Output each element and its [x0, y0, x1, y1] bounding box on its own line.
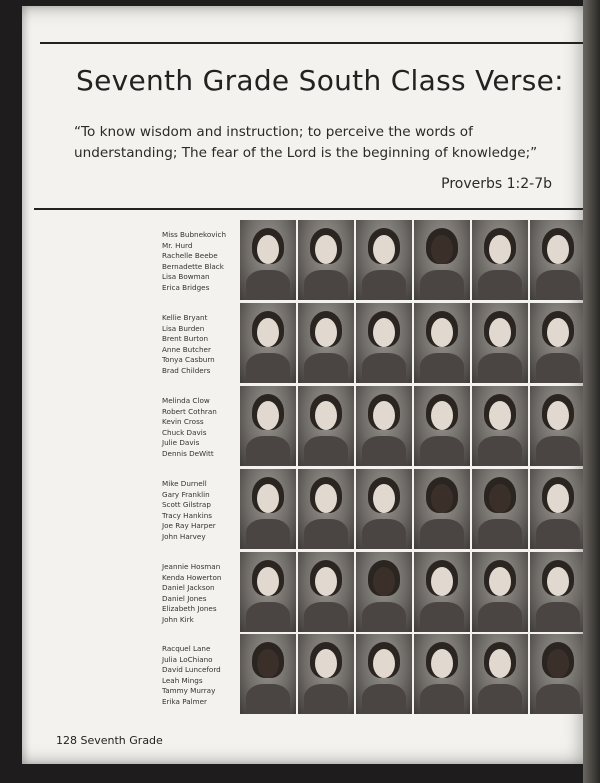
portrait-photo — [356, 386, 412, 466]
portrait-photo — [530, 386, 586, 466]
student-name: Rachelle Beebe — [162, 251, 218, 261]
portrait-photo — [298, 469, 354, 549]
portrait-photo — [240, 552, 296, 632]
student-name: Miss Bubnekovich — [162, 230, 227, 239]
name-list — [162, 644, 240, 708]
portrait-photo — [530, 220, 586, 300]
portrait-photo — [356, 634, 412, 714]
page-footer: 128 Seventh Grade — [56, 734, 163, 747]
yearbook-page — [22, 6, 592, 764]
photo-row — [240, 469, 586, 549]
name-list — [162, 230, 240, 294]
student-name: Joe Ray Harper — [162, 521, 216, 531]
student-name: Daniel Jones — [162, 593, 207, 603]
portrait-photo — [472, 386, 528, 466]
photo-row — [240, 552, 586, 632]
portrait-photo — [530, 634, 586, 714]
portrait-photo — [530, 469, 586, 549]
portrait-photo — [298, 634, 354, 714]
student-name: Lisa Burden — [162, 323, 205, 333]
student-name: Kevin Cross — [162, 417, 204, 427]
middle-rule — [34, 208, 592, 210]
top-rule — [40, 42, 592, 44]
student-name: Julie Davis — [162, 438, 200, 448]
student-name: Erika Palmer — [162, 696, 208, 706]
student-name: Tammy Murray — [162, 686, 216, 696]
student-name: Leah Mings — [162, 675, 203, 685]
portrait-photo — [240, 220, 296, 300]
portrait-photo — [414, 386, 470, 466]
photo-group — [162, 552, 582, 632]
student-name: Chuck Davis — [162, 427, 207, 437]
photo-row — [240, 220, 586, 300]
student-name: Scott Gilstrap — [162, 500, 211, 510]
student-name: Bernadette Black — [162, 261, 224, 271]
student-name: Erica Bridges — [162, 282, 210, 292]
student-name: Daniel Jackson — [162, 583, 215, 593]
student-name: Melinda Clow — [162, 396, 210, 405]
portrait-photo — [472, 469, 528, 549]
portrait-photo — [240, 634, 296, 714]
photo-group — [162, 386, 582, 466]
student-name: Gary Franklin — [162, 489, 210, 499]
student-name: Julia LoChiano — [162, 654, 213, 664]
portrait-photo — [356, 469, 412, 549]
portrait-photo — [414, 303, 470, 383]
student-name: Kenda Howerton — [162, 572, 222, 582]
portrait-photo — [240, 386, 296, 466]
student-name: Lisa Bowman — [162, 272, 210, 282]
name-list — [162, 562, 240, 626]
photo-row — [240, 303, 586, 383]
portrait-photo — [472, 552, 528, 632]
student-name: Tonya Casburn — [162, 355, 215, 365]
student-name: Elizabeth Jones — [162, 604, 217, 614]
student-name: Dennis DeWitt — [162, 448, 214, 458]
portrait-photo — [414, 634, 470, 714]
portrait-photo — [414, 552, 470, 632]
student-name: Anne Butcher — [162, 344, 211, 354]
portrait-photo — [240, 469, 296, 549]
student-name: Tracy Hankins — [162, 510, 213, 520]
page-title: Seventh Grade South Class Verse: — [76, 64, 564, 97]
student-name: Brad Childers — [162, 365, 211, 375]
student-name: Racquel Lane — [162, 644, 211, 653]
student-name: Brent Burton — [162, 334, 209, 344]
photo-group — [162, 634, 582, 714]
student-name: John Harvey — [162, 531, 206, 541]
portrait-photo — [298, 303, 354, 383]
portrait-photo — [356, 220, 412, 300]
student-name: Jeannie Hosman — [162, 562, 221, 571]
portrait-photo — [530, 303, 586, 383]
book-spine — [583, 0, 600, 783]
photo-row — [240, 386, 586, 466]
student-name: David Lunceford — [162, 665, 221, 675]
portrait-photo — [472, 220, 528, 300]
student-name: Mr. Hurd — [162, 240, 193, 250]
portrait-photo — [356, 552, 412, 632]
verse-reference: Proverbs 1:2-7b — [441, 176, 552, 192]
student-name: John Kirk — [162, 614, 194, 624]
portrait-photo — [530, 552, 586, 632]
student-name: Robert Cothran — [162, 406, 217, 416]
portrait-photo — [414, 220, 470, 300]
portrait-photo — [240, 303, 296, 383]
portrait-photo — [472, 303, 528, 383]
student-name: Kellie Bryant — [162, 313, 208, 322]
class-verse: “To know wisdom and instruction; to perceive the words of understanding; The fear of the Lord is the beginning of knowledge;” — [74, 124, 538, 161]
photo-group — [162, 220, 582, 300]
student-name: Mike Durnell — [162, 479, 207, 488]
portrait-photo — [298, 386, 354, 466]
portrait-photo — [298, 552, 354, 632]
photo-group — [162, 303, 582, 383]
name-list — [162, 479, 240, 543]
photo-row — [240, 634, 586, 714]
portrait-photo — [472, 634, 528, 714]
portrait-photo — [414, 469, 470, 549]
name-list — [162, 313, 240, 377]
portrait-photo — [298, 220, 354, 300]
photo-group — [162, 469, 582, 549]
portrait-photo — [356, 303, 412, 383]
name-list — [162, 396, 240, 460]
